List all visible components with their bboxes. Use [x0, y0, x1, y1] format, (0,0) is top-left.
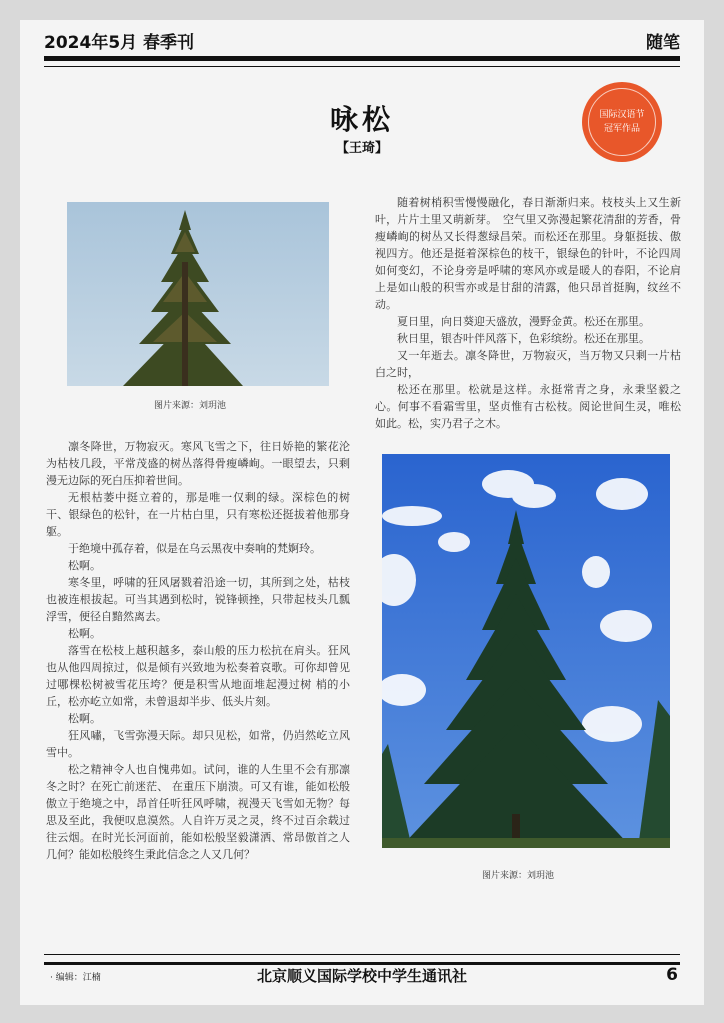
badge-line-2: 冠军作品	[603, 124, 640, 134]
paragraph: 松之精神令人也自愧弗如。试问，谁的人生里不会有那凛冬之时？在死亡前迷茫、 在重压下崩溃。可又有谁，能如松般傲立于绝境之中，昂首任听狂风呼啸，视漫天飞雪如无物？每思及至此，我便叹息漠然。人自许万灵之灵，终不过百余载过往云烟。在时光长河面前，能如松般坚毅潇洒、常昂傲首之人几何？能如松般终生秉此信念之人又几何？	[46, 763, 350, 861]
header-rule-thin	[44, 66, 680, 67]
left-column-text	[46, 438, 350, 863]
editor-credit: · 编辑：江楠	[50, 973, 101, 983]
award-badge	[582, 82, 662, 162]
paragraph: 松还在那里。松就是这样。永挺常青之身，永秉坚毅之心。何事不看霜雪里，坚贞惟有古松枝。阅论世间生灵，唯松如此。松，实乃君子之木。	[375, 383, 681, 430]
header-rule-thick	[44, 56, 680, 61]
badge-line-1: 国际汉语节	[599, 110, 645, 120]
paragraph: 秋日里，银杏叶伴风落下，色彩缤纷。松还在那里。	[397, 332, 650, 345]
paragraph: 落雪在松枝上越积越多，泰山般的压力松抗在肩头。狂风也从他四周掠过，似是倾有兴致地为松奏着哀歌。可你却曾见过哪棵松树被雪花压垮？便是积雪从地面堆起漫过树 梢的小丘，松亦屹立如常，未曾退却半步、低头片刻。	[46, 644, 350, 708]
spruce-photo-bottom	[382, 454, 670, 848]
page-number: 6	[666, 965, 678, 985]
paragraph: 狂风嘯，飞雪弥漫天际。却只见松，如常，仍岿然屹立风雪中。	[46, 729, 350, 759]
section-label: 随笔	[646, 33, 680, 53]
publisher-name: 北京顺义国际学校中学生通讯社	[256, 967, 467, 985]
paragraph: 凛冬降世，万物寂灭。寒风飞雪之下，往日娇艳的繁花沦为枯枝几段，平常茂盛的树丛落得骨瘦嶙峋。一眼望去，只剩漫无边际的死白压抑着世间。	[46, 440, 350, 487]
paragraph: 随着树梢积雪慢慢融化，春日渐渐归来。枝枝头上又生新叶，片片土里又萌新芽。 空气里又弥漫起繁花清甜的芳香，骨瘦嶙峋的树丛又长得葱绿昌荣。而松还在那里。身躯挺拔、傲视四方。他还是挺着深棕色的枝干，银绿色的针叶，不论四周如何变幻，不论身旁是呼啸的寒风亦或是暖人的春阳，不论肩上是如山般的积雪亦或是甘甜的清露，他只昂首挺胸，纹丝不动。	[375, 196, 681, 311]
paragraph: 于绝境中孤存着，似是在乌云黑夜中奏响的梵婀玲。	[68, 542, 321, 555]
issue-label: 2024年5月 春季刊	[44, 33, 195, 53]
article-author: 【王琦】	[335, 141, 388, 156]
paragraph: 松啊。	[68, 627, 101, 640]
right-column-text	[375, 194, 681, 432]
paragraph: 松啊。	[68, 712, 101, 725]
paragraph: 松啊。	[68, 559, 101, 572]
page	[20, 20, 704, 1005]
paragraph: 夏日里，向日葵迎天盛放，漫野金黄。松还在那里。	[397, 315, 650, 328]
top-photo-caption: 图片来源：刘玥池	[154, 401, 227, 411]
bottom-photo-caption: 图片来源：刘玥池	[482, 871, 555, 881]
pine-photo-top	[67, 202, 329, 386]
footer-rule-thin	[44, 954, 680, 955]
paragraph: 又一年逝去。凛冬降世，万物寂灭，当万物又只剩一片枯白之时，	[375, 349, 681, 379]
article-title: 咏松	[329, 103, 394, 136]
paragraph: 寒冬里，呼啸的狂风屠戮着沿途一切，其所到之处，枯枝也被连根拔起。可当其遇到松时，锐锋顿挫，只带起枝头几瓢浮雪，便径自黯然离去。	[46, 576, 350, 623]
paragraph: 无根枯萎中挺立着的，那是唯一仅剩的绿。深棕色的树干、银绿色的松针，在一片枯白里，只有寒松还挺拔着他那身躯。	[46, 491, 350, 538]
